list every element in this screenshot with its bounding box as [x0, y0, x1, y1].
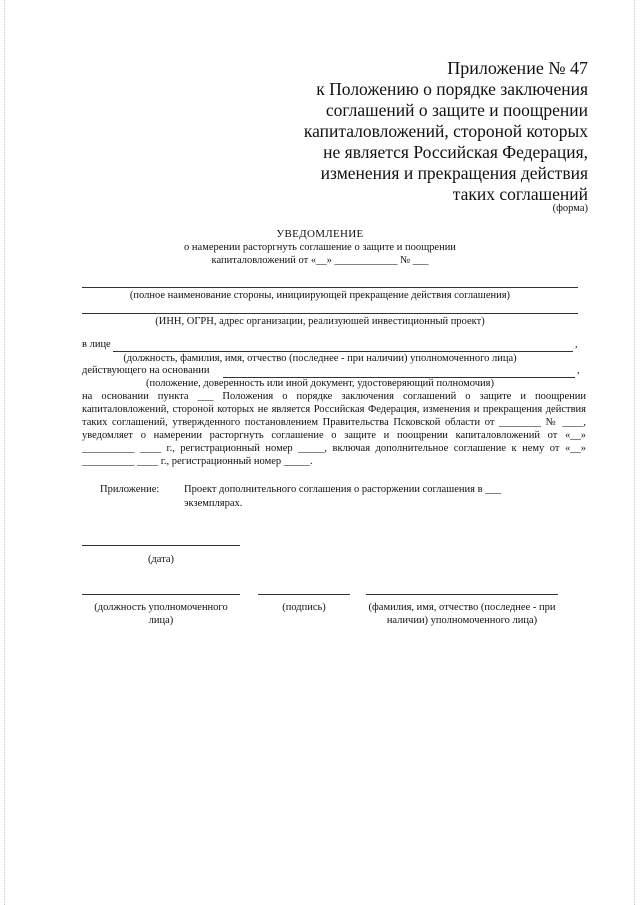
inn-line — [82, 313, 578, 314]
appendix-line: к Положению о порядке заключения — [316, 79, 588, 99]
basis-caption: (положение, доверенность или иной документ, удостоверяющий полномочия) — [145, 378, 495, 389]
notice-subtitle-date: капиталовложений от «__» ____________ № ___ — [211, 255, 429, 266]
body-line-3: таких соглашений, утвержденного постановлением Правительства Псковской области от ________ № ____, — [82, 417, 586, 428]
attachment-text: Проект дополнительного соглашения о расторжении соглашения в ___ — [184, 484, 501, 495]
attachment-text-2: экземплярах. — [184, 498, 243, 509]
body-line-1: на основании пункта ___ Положения о порядке заключения соглашений о защите и поощрении — [82, 391, 586, 402]
body-line-4: уведомляет о намерении расторгнуть соглашение о защите и поощрении капиталовложений от «__» — [82, 430, 586, 441]
body-line-2: капиталовложений, стороной которых не является Российская Федерация, изменения и прекращения действия — [82, 404, 586, 415]
name-caption: (фамилия, имя, отчество (последнее - при наличии) уполномоченного лица) — [368, 602, 556, 626]
body-line-5: __________ ____ г., регистрационный номер _____, включая дополнительное соглашение к нему от «__» — [82, 443, 586, 454]
appendix-line: капиталовложений, стороной которых — [303, 121, 588, 141]
appendix-line: изменения и прекращения действия — [320, 163, 588, 183]
party-name-line — [82, 287, 578, 288]
appendix-line: таких соглашений — [452, 184, 588, 204]
notice-subtitle: о намерении расторгнуть соглашение о защите и поощрении — [184, 242, 456, 253]
notice-title: УВЕДОМЛЕНИЕ — [276, 228, 364, 240]
signature-line — [258, 594, 350, 595]
date-line — [82, 545, 240, 546]
acting-label: действующего на основании — [82, 365, 210, 376]
left-scan-edge — [4, 0, 5, 905]
position-line — [82, 594, 240, 595]
attachment-label: Приложение: — [100, 484, 160, 495]
party-name-caption: (полное наименование стороны, инициирующей прекращение действия соглашения) — [129, 290, 511, 301]
comma: , — [577, 365, 580, 376]
comma: , — [575, 339, 578, 350]
appendix-number: Приложение № 47 — [447, 58, 588, 78]
appendix-line: соглашений о защите и поощрении — [325, 100, 588, 120]
body-line-6: __________ ____ г., регистрационный номер _____. — [82, 456, 313, 467]
appendix-header — [304, 58, 588, 205]
position-caption: (должность уполномоченного лица) — [94, 602, 228, 626]
right-scan-edge — [634, 0, 635, 905]
in-person-label: в лице — [82, 339, 111, 350]
appendix-line: не является Российская Федерация, — [323, 142, 588, 162]
person-line — [113, 351, 573, 352]
signature-caption: (подпись) — [282, 602, 326, 613]
form-label: (форма) — [552, 203, 588, 214]
name-line — [366, 594, 558, 595]
person-caption: (должность, фамилия, имя, отчество (последнее - при наличии) уполномоченного лица) — [123, 353, 517, 364]
inn-caption: (ИНН, ОГРН, адрес организации, реализуюшей инвестиционный проект) — [155, 316, 485, 327]
date-caption: (дата) — [147, 554, 175, 565]
